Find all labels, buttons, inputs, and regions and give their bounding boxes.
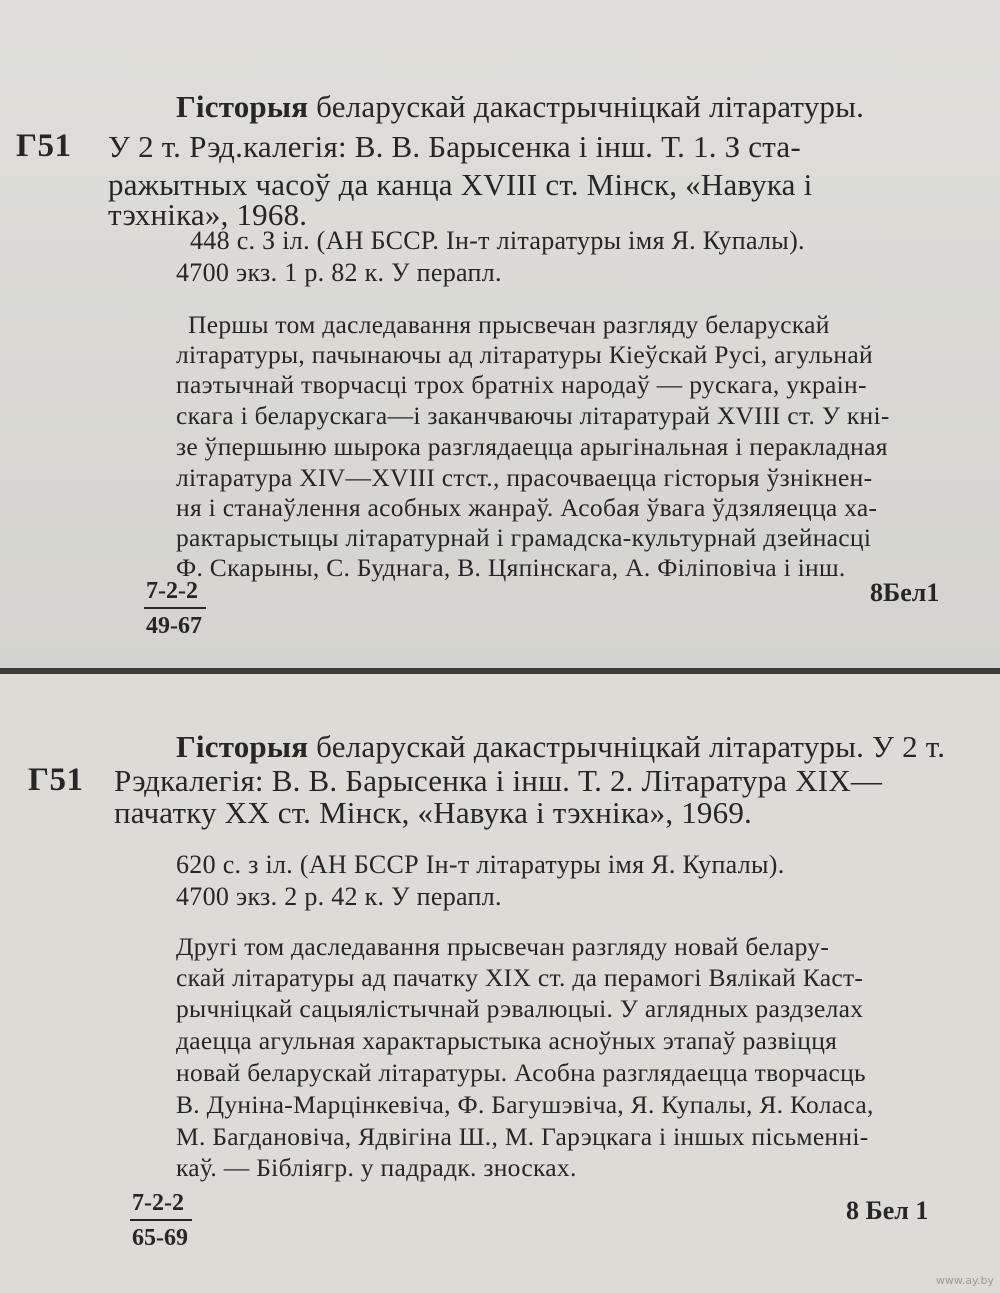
watermark: www.ay.by [935,1274,994,1287]
abstract-line: паэтычнай творчасці трох братніх народаў — рускага, украін- [176,370,867,399]
imprint-line: 448 с. З іл. (АН БССР. Ін-т літаратуры імя Я. Купалы). [190,226,805,255]
abstract-line: даецца агульная характарыстыка асноўных этапаў развіцця [176,1026,838,1055]
title-text: беларускай дакастрычніцкай літаратуры. У 2 т. [308,729,946,764]
abstract-line: новай беларускай літаратуры. Асобна разглядаецца творчасць [176,1058,866,1087]
abstract-line: рычніцкай сацыялістычнай рэвалюцыі. У аглядных раздзелах [176,994,864,1023]
title-line [176,728,945,766]
abstract-line: каў. — Бібліягр. у падрадк. зносках. [176,1153,577,1182]
abstract-line: літаратуры, пачынаючы ад літаратуры Кіеўскай Русі, агульнай [176,340,873,369]
title-line: У 2 т. Рэд.калегія: В. В. Барысенка і інш. Т. 1. З ста- [108,129,801,164]
abstract-line: Першы том даследавання прысвечан разгляду беларускай [188,310,830,339]
classification-code [144,578,206,640]
abstract-line: літаратура XIV—XVIII стст., прасочваецца гісторыя ўзнікнен- [176,463,873,492]
code-numerator: 7-2-2 [130,1190,192,1221]
shelf-mark: Г51 [28,762,84,798]
title-line: Рэдкалегія: В. В. Барысенка і інш. Т. 2. Літаратура XIX— [114,763,883,798]
abstract-line: зе ўпершыню шырока разглядаецца арыгінальная і перакладная [176,432,888,461]
title-lead-word: Гісторыя [176,729,309,764]
abstract-line: скай літаратуры ад пачатку XIX ст. да перамогі Вялікай Каст- [176,963,864,992]
title-text: беларускай дакастрычніцкай літаратуры. [308,89,865,124]
udc-index: 8Бел1 [870,578,940,607]
abstract-line: ня і станаўлення асобных жанраў. Асобая ўвага ўдзяляецца ха- [176,493,878,522]
catalog-card-volume-2 [0,674,1000,1293]
title-line: ражытных часоў да канца XVIII ст. Мінск, «Навука і [108,167,813,202]
code-numerator: 7-2-2 [144,578,206,609]
shelf-mark: Г51 [16,128,72,164]
code-denominator: 65-69 [132,1225,188,1251]
title-line: пачатку XX ст. Мінск, «Навука і тэхніка», 1969. [114,795,752,830]
imprint-line: 4700 экз. 1 р. 82 к. У перапл. [176,258,502,287]
abstract-line: Другі том даследавання прысвечан разгляду новай белару- [176,932,830,961]
udc-index: 8 Бел 1 [846,1196,929,1225]
imprint-line: 620 с. з іл. (АН БССР Ін-т літаратуры імя Я. Купалы). [176,850,785,879]
abstract-line: В. Дуніна-Марцінкевіча, Ф. Багушэвіча, Я. Купалы, Я. Коласа, [176,1090,874,1119]
imprint-line: 4700 экз. 2 р. 42 к. У перапл. [176,882,502,911]
abstract-line: скага і беларускага—і заканчваючы літаратурай XVIII ст. У кні- [176,401,890,430]
code-denominator: 49-67 [146,613,202,639]
abstract-line: Ф. Скарыны, С. Буднага, В. Цяпінскага, А. Філіповіча і інш. [176,553,846,582]
title-line [176,88,864,126]
classification-code [130,1190,192,1252]
title-line: тэхніка», 1968. [108,197,308,232]
abstract-line: М. Багдановіча, Ядвігіна Ш., М. Гарэцкага і іншых пісьменні- [176,1122,869,1151]
title-lead-word: Гісторыя [176,89,309,124]
abstract-line: рактарыстыцы літаратурнай і грамадска-культурнай дзейнасці [176,523,872,552]
